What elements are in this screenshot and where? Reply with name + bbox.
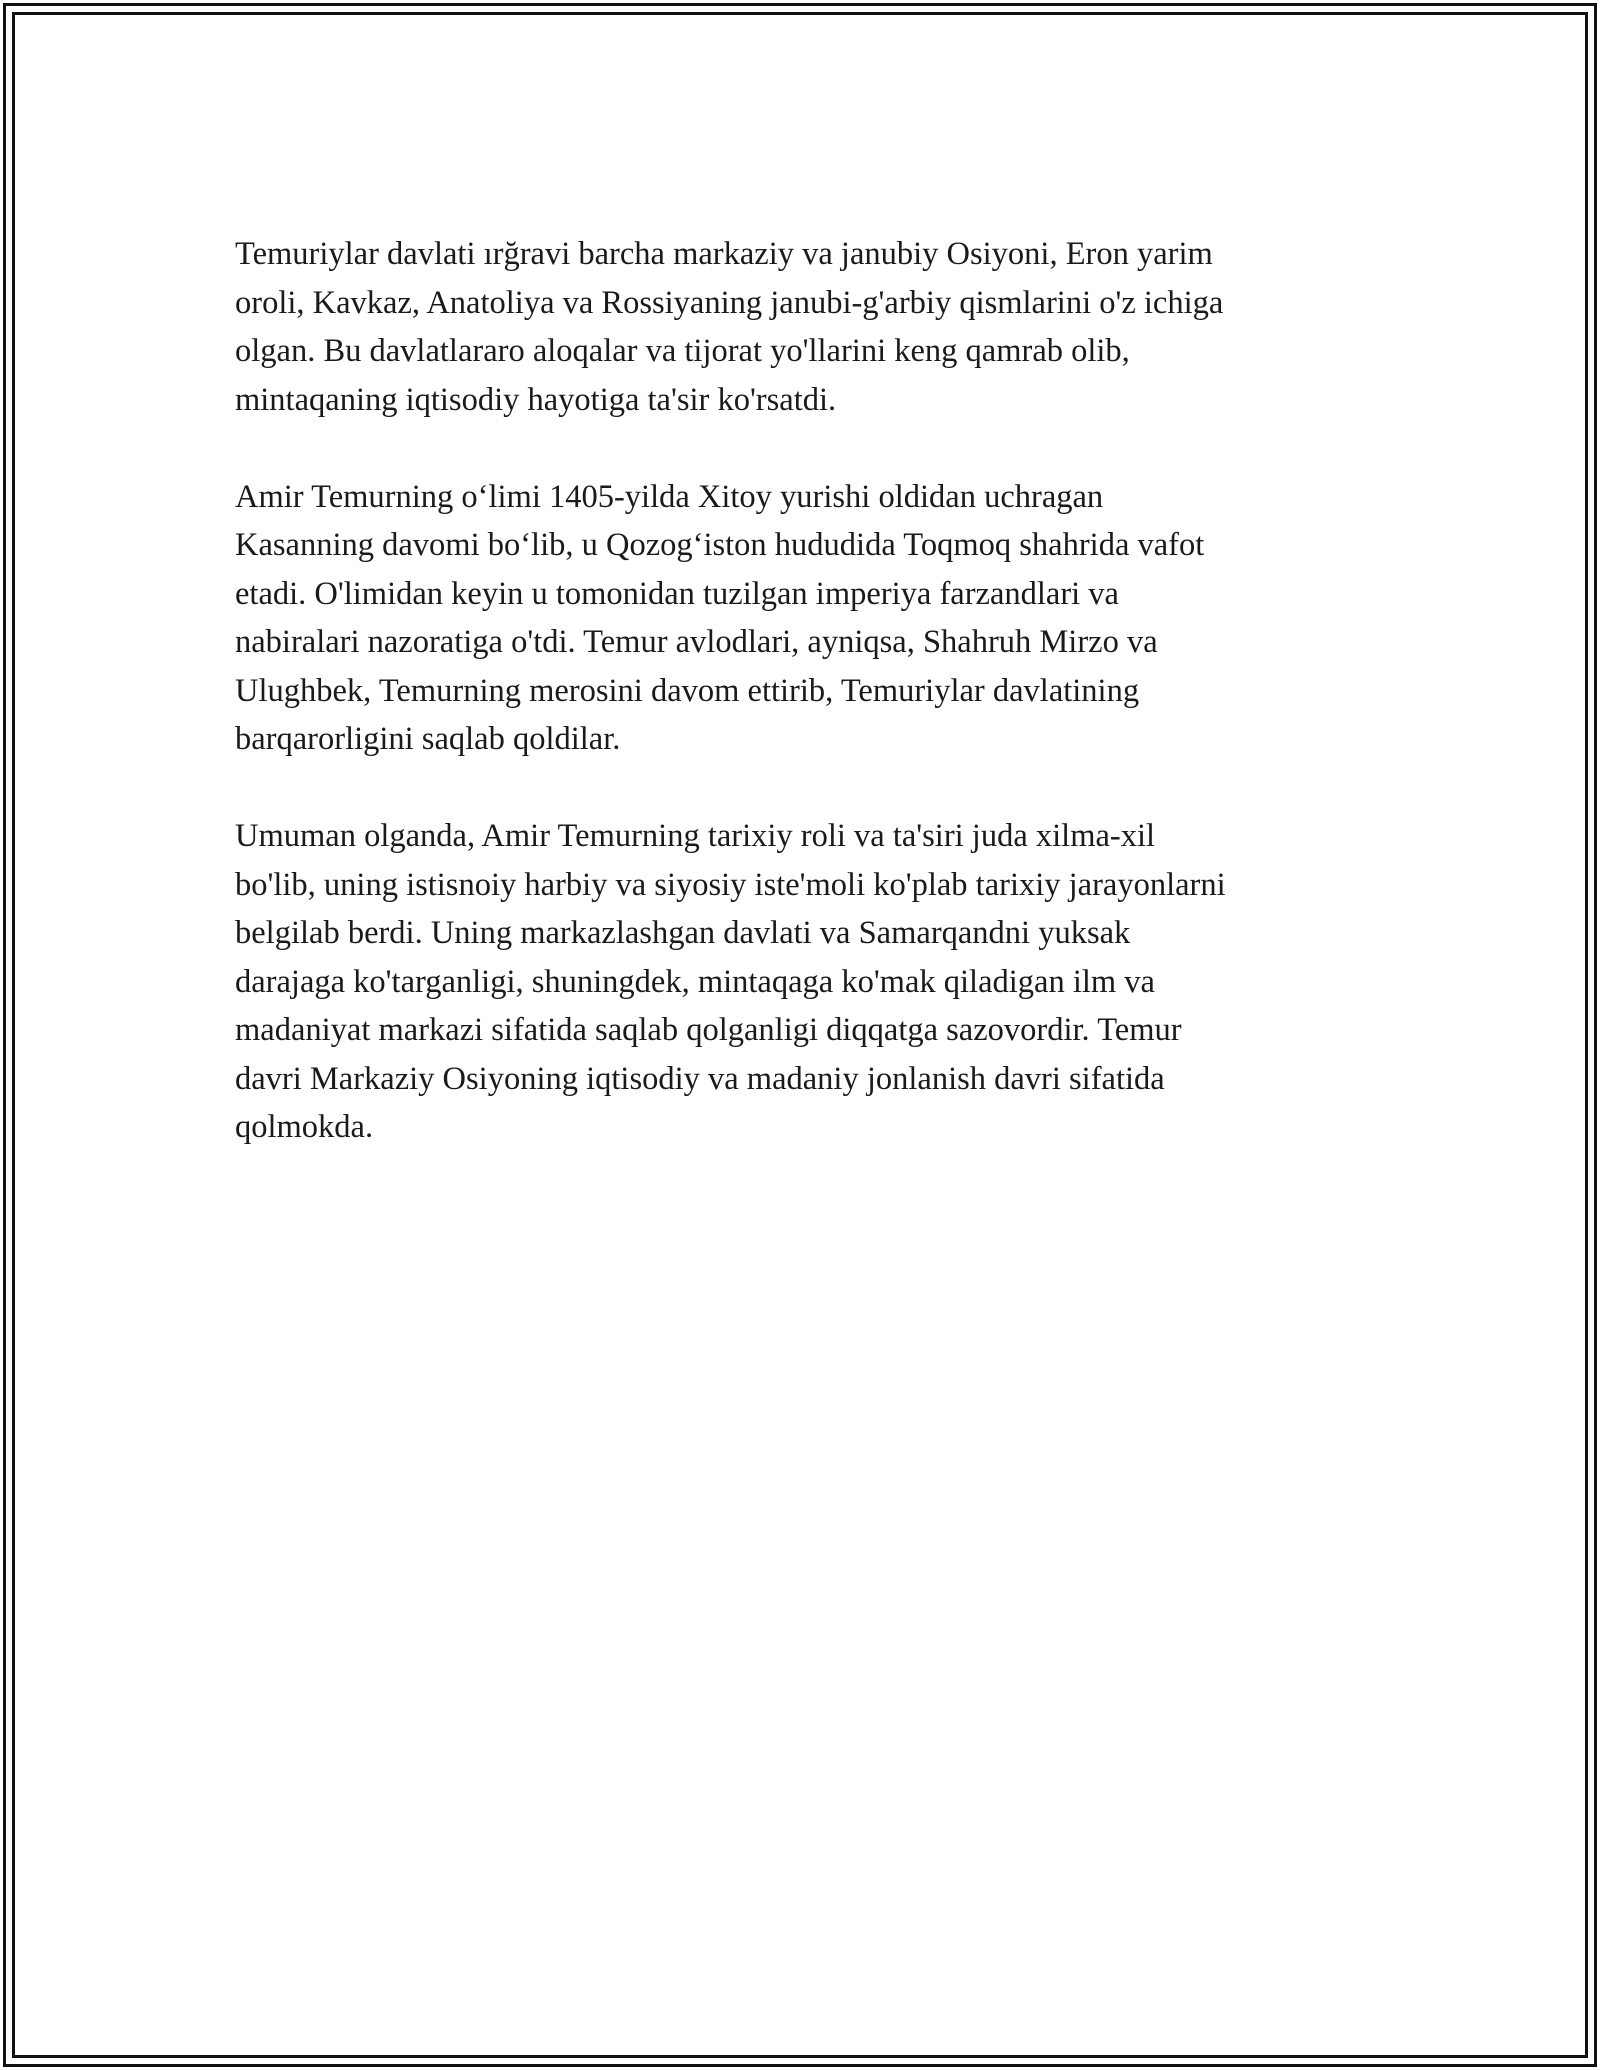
paragraph-3: Umuman olganda, Amir Temurning tarixiy roli va ta'siri juda xilma-xil bo'lib, uning istisnoiy harbiy va siyosiy iste'moli ko'plab tarixiy jarayonlarni belgilab berdi. Uning markazlashgan davlati va Samarqandni yuksak darajaga ko'targanligi, shuningdek, mintaqaga ko'mak qiladigan ilm va madaniyat markazi sifatida saqlab qolganligi diqqatga sazovordir. Temur davri Markaziy Osiyoning iqtisodiy va madaniy jonlanish davri sifatida qolmokda. [235,818,1226,1145]
paragraph-1: Temuriylar davlati ırğravi barcha markaziy va janubiy Osiyoni, Eron yarim oroli, Kavkaz, Anatoliya va Rossiyaning janubi-g'arbiy qismlarini o'z ichiga olgan. Bu davlatlararo aloqalar va tijorat yo'llarini keng qamrab olib, mintaqaning iqtisodiy hayotiga ta'sir ko'rsatdi. [235,236,1224,418]
paragraph-2: Amir Temurning oʻlimi 1405-yilda Xitoy yurishi oldidan uchragan Kasanning davomi boʻlib, u Qozogʻiston hududida Toqmoq shahrida vafot etadi. O'limidan keyin u tomonidan tuzilgan imperiya farzandlari va nabiralari nazoratiga o'tdi. Temur avlodlari, ayniqsa, Shahruh Mirzo va Ulughbek, Temurning merosini davom ettirib, Temuriylar davlatining barqarorligini saqlab qoldilar. [235,478,1205,757]
document-body [235,230,1365,1200]
